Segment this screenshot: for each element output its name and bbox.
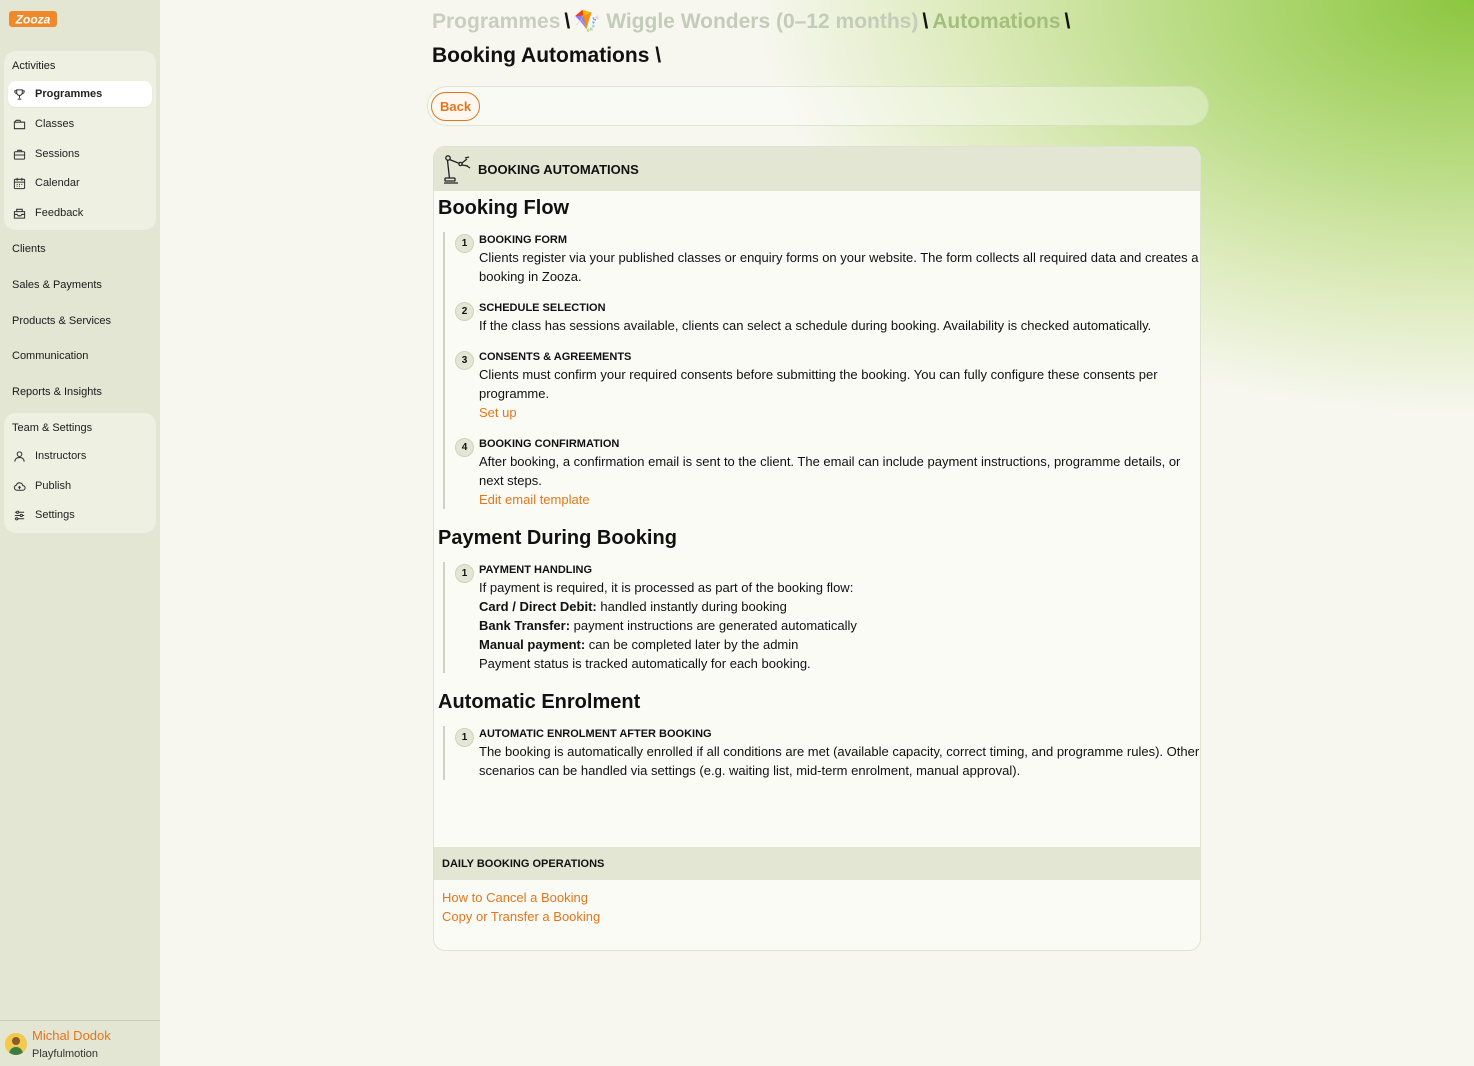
zooza-logo[interactable]	[9, 9, 57, 29]
edit-email-template-link[interactable]: Edit email template	[479, 492, 590, 507]
step-title: SCHEDULE SELECTION	[479, 302, 606, 314]
sidebar-item-label: Sessions	[35, 148, 80, 160]
svg-text:Zooza: Zooza	[15, 12, 51, 27]
step-title: BOOKING CONFIRMATION	[479, 438, 620, 450]
step-number: 1	[455, 728, 474, 747]
sidebar-item-label: Instructors	[35, 450, 87, 462]
sidebar-item-classes[interactable]	[8, 111, 152, 137]
step-intro: If payment is required, it is processed as part of the booking flow:	[479, 580, 854, 595]
payment-line-bank: Bank Transfer: payment instructions are generated automatically	[479, 618, 857, 633]
step-outro: Payment status is tracked automatically for each booking.	[479, 656, 811, 671]
step-title: BOOKING FORM	[479, 234, 567, 246]
main-content	[160, 0, 1474, 1066]
step-text: After booking, a confirmation email is sent to the client. The email can include payment instructions, programme details, or next steps.	[479, 454, 1181, 488]
section-title-booking-flow: Booking Flow	[438, 197, 570, 219]
step-text: The booking is automatically enrolled if all conditions are met (available capacity, correct timing, and programme rules). Other scenarios can be handled via settings (e.g. waiting list, mid-term enrolment, manual approval).	[479, 744, 1200, 778]
step-automatic-enrolment	[455, 726, 1200, 780]
payment-line-manual: Manual payment: can be completed later by the admin	[479, 637, 799, 652]
sidebar-item-label: Classes	[35, 118, 75, 130]
user-organization: Playfulmotion	[32, 1048, 99, 1060]
user-profile[interactable]	[0, 1020, 160, 1066]
step-number: 1	[455, 234, 474, 253]
step-title: CONSENTS & AGREEMENTS	[479, 351, 632, 363]
briefcase-icon	[12, 147, 26, 161]
cloud-icon	[12, 479, 26, 493]
calendar-icon	[12, 176, 26, 190]
breadcrumb: Programmes \ 🪁 Wiggle Wonders (0–12 months) \ Automations \	[432, 10, 1071, 33]
back-button[interactable]: Back	[431, 92, 480, 121]
step-text: Clients register via your published classes or enquiry forms on your website. The form collects all required data and creates a booking in Zooza.	[479, 250, 1199, 284]
payment-line-card: Card / Direct Debit: handled instantly during booking	[479, 599, 787, 614]
step-booking-form	[455, 232, 1200, 286]
step-title: PAYMENT HANDLING	[479, 564, 593, 576]
section-title-payment: Payment During Booking	[438, 527, 677, 549]
sidebar-item-sessions[interactable]	[8, 141, 152, 167]
sliders-icon	[12, 508, 26, 522]
booking-flow-steps	[443, 232, 1200, 509]
sidebar-item-feedback[interactable]	[8, 200, 152, 226]
avatar	[5, 1033, 27, 1055]
step-text: Clients must confirm your required consents before submitting the booking. You can fully configure these consents per programme.	[479, 367, 1158, 401]
sidebar-item-label: Settings	[35, 509, 75, 521]
sidebar-item-instructors[interactable]	[8, 443, 152, 469]
nav-header-activities[interactable]: Activities	[12, 60, 56, 72]
inbox-icon	[12, 206, 26, 220]
step-text: If the class has sessions available, clients can select a schedule during booking. Availability is checked automatically.	[479, 318, 1152, 333]
sidebar-item-label: Publish	[35, 480, 72, 492]
sidebar-item-products-services[interactable]: Products & Services	[12, 315, 112, 327]
sidebar-item-label: Programmes	[35, 88, 103, 100]
step-consents-agreements	[455, 349, 1200, 422]
nav-header-team-settings[interactable]: Team & Settings	[12, 422, 93, 434]
sidebar-item-sales-payments[interactable]: Sales & Payments	[12, 279, 102, 291]
sidebar-item-publish[interactable]	[8, 473, 152, 499]
card-title: BOOKING AUTOMATIONS	[478, 161, 639, 177]
card-header	[434, 147, 1200, 191]
payment-steps	[443, 562, 1200, 673]
cancel-booking-link[interactable]: How to Cancel a Booking	[442, 890, 588, 905]
sidebar-item-calendar[interactable]	[8, 170, 152, 196]
sidebar-item-label: Calendar	[35, 177, 80, 189]
robot-arm-icon	[442, 153, 472, 185]
breadcrumb-programmes[interactable]: Programmes	[432, 10, 561, 33]
copy-transfer-booking-link[interactable]: Copy or Transfer a Booking	[442, 909, 601, 924]
set-up-link[interactable]: Set up	[479, 405, 517, 420]
booking-automations-card	[433, 146, 1201, 951]
user-icon	[12, 449, 26, 463]
step-payment-handling	[455, 562, 1200, 673]
step-number: 2	[455, 302, 474, 321]
step-number: 4	[455, 438, 474, 457]
daily-operations-links	[442, 888, 600, 926]
user-name[interactable]: Michal Dodok	[32, 1028, 111, 1043]
step-number: 3	[455, 351, 474, 370]
sidebar-item-label: Feedback	[35, 207, 84, 219]
step-title: AUTOMATIC ENROLMENT AFTER BOOKING	[479, 728, 712, 740]
toolbar	[427, 86, 1209, 126]
enrolment-steps	[443, 726, 1200, 780]
sidebar-item-clients[interactable]: Clients	[12, 243, 46, 255]
sidebar-item-communication[interactable]: Communication	[12, 350, 89, 362]
step-booking-confirmation	[455, 436, 1200, 509]
sidebar-item-reports-insights[interactable]: Reports & Insights	[12, 386, 102, 398]
step-number: 1	[455, 564, 474, 583]
sidebar	[0, 0, 160, 1066]
daily-operations-header: DAILY BOOKING OPERATIONS	[434, 847, 1201, 880]
folder-icon	[12, 117, 26, 131]
step-schedule-selection	[455, 300, 1200, 335]
sidebar-item-settings[interactable]	[8, 502, 152, 528]
page-title: Booking Automations \	[432, 44, 662, 67]
sidebar-item-programmes[interactable]	[8, 81, 152, 107]
trophy-icon	[12, 87, 26, 101]
breadcrumb-automations[interactable]: Automations	[932, 10, 1061, 33]
breadcrumb-programme[interactable]: 🪁 Wiggle Wonders (0–12 months)	[574, 10, 919, 33]
section-title-enrolment: Automatic Enrolment	[438, 691, 641, 713]
